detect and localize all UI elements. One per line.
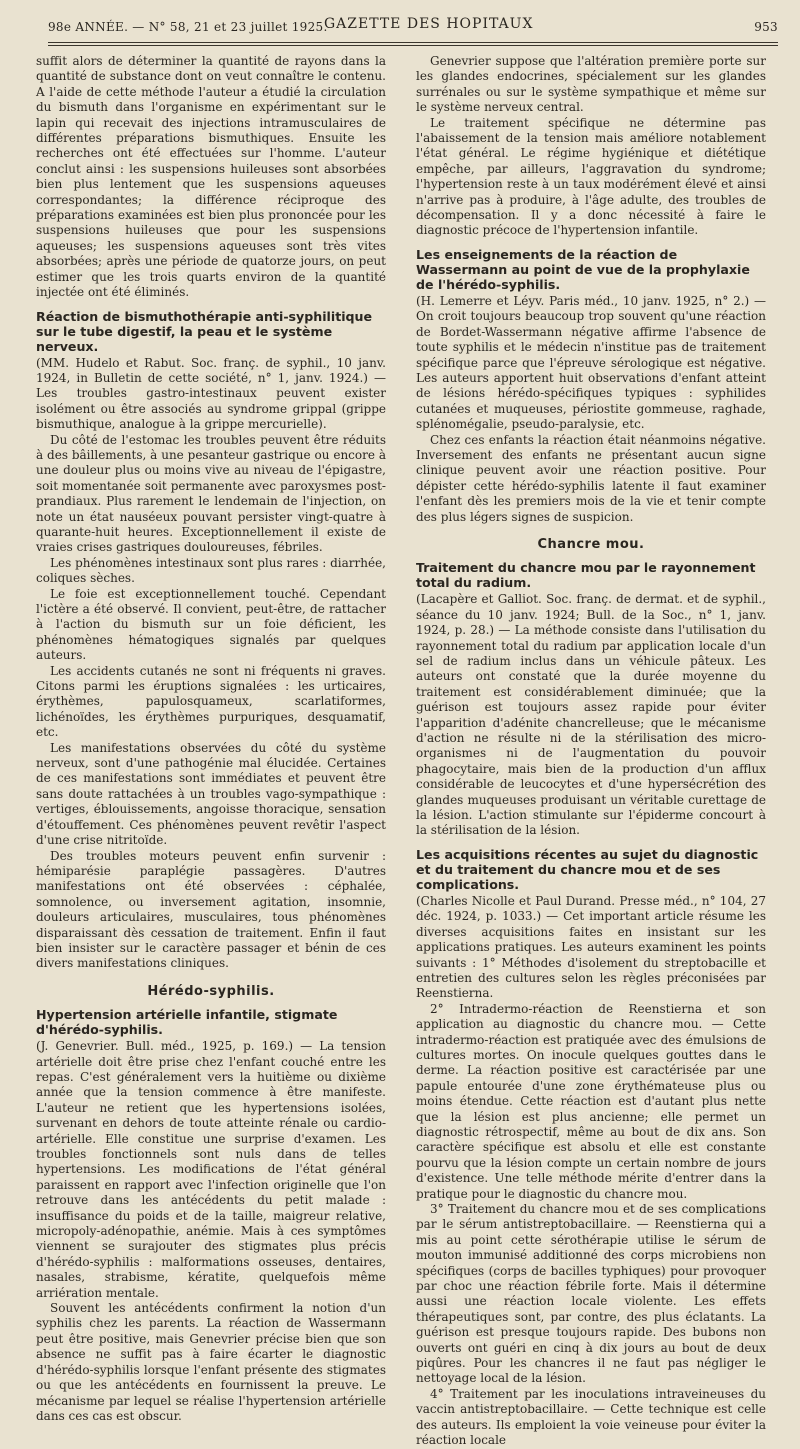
article-heading: Les enseignements de la réaction de Wassermann au point de vue de la prophylaxie de l'hérédo-syphilis. xyxy=(416,246,750,292)
page-number: 953 xyxy=(754,20,778,34)
header-rule-thin xyxy=(48,45,778,46)
paragraph: Les phénomènes intestinaux sont plus rares : diarrhée, coliques sèches. xyxy=(36,555,386,586)
paragraph: 4° Traitement par les inoculations intraveineuses du vaccin antistreptobacillaire. — Cette technique est celle des auteurs. Ils emploient la voie veineuse pour éviter la réaction locale xyxy=(416,1386,766,1448)
paragraph: suffit alors de déterminer la quantité de rayons dans la quantité de substance dont on veut connaître le contenu. A l'aide de cette méthode l'auteur a étudié la circulation du bismuth dans l'organisme en expérimentant sur le lapin qui recevait des injections intramusculaires de différentes préparations bismuthiques. Ensuite les recherches ont été effectuées sur l'homme. L'auteur conclut ainsi : les suspensions huileuses sont absorbées bien plus lentement que les suspensions aqueuses correspondantes; la différence réciproque des préparations examinées est bien plus prononcée pour les suspensions huileuses que pour les suspensions aqueuses; les suspensions aqueuses sont très vites absorbées; après une période de quatorze jours, on peut estimer que les trois quarts environ de la quantité injectée ont été éliminés. xyxy=(36,54,386,300)
issue-info: 98e ANNÉE. — N° 58, 21 et 23 juillet 1925. xyxy=(48,20,328,34)
paragraph: (MM. Hudelo et Rabut. Soc. franç. de syphil., 10 janv. 1924, in Bulletin de cette société, n° 1, janv. 1924.) — Les troubles gastro-intestinaux peuvent exister isolément ou être associés au syndrome grippal (grippe bismuthique, analogue à la grippe mercurielle). xyxy=(36,355,386,432)
paragraph: Chez ces enfants la réaction était néanmoins négative. Inversement des enfants ne présentant aucun signe clinique peuvent avoir une réaction positive. Pour dépister cette hérédo-syphilis latente il faut examiner l'enfant dès les premiers mois de la vie et tenir compte des plus légers signes de suspicion. xyxy=(416,432,766,524)
paragraph: Le foie est exceptionnellement touché. Cependant l'ictère a été observé. Il convient, peut-être, de rattacher à l'action du bismuth sur un foie déficient, les phénomènes hématogiques signalés par quelques auteurs. xyxy=(36,586,386,663)
header-rule xyxy=(48,42,778,43)
paragraph: Les manifestations observées du côté du système nerveux, sont d'une pathogénie mal élucidée. Certaines de ces manifestations sont immédiates et peuvent être sans doute rattachées à un troubles vago-sympathique : vertiges, éblouissements, angoisse thoracique, sensation d'étouffement. Ces phénomènes peuvent revêtir l'aspect d'une crise nitritoïde. xyxy=(36,740,386,848)
left-column xyxy=(36,54,386,1423)
paragraph: (J. Genevrier. Bull. méd., 1925, p. 169.) — La tension artérielle doit être prise chez l'enfant couché entre les repas. C'est généralement vers la huitième ou dixième année que la tension commence à être manifeste. L'auteur ne retient que les hypertensions isolées, survenant en dehors de toute atteinte rénale ou cardio-artérielle. Elle constitue une surprise d'examen. Les troubles fonctionnels sont nuls dans de telles hypertensions. Les modifications de l'état général paraissent en rapport avec l'infection originelle que l'on retrouve dans les antécédents du petit malade : insuffisance du poids et de la taille, maigreur relative, micropoly-adénopathie, anémie. Mais à ces symptômes viennent se surajouter des stigmates plus précis d'hérédo-syphilis : malformations osseuses, dentaires, nasales, strabisme, kératite, quelquefois même arriération mentale. xyxy=(36,1039,386,1300)
page-header xyxy=(48,16,778,40)
paragraph: Genevrier suppose que l'altération première porte sur les glandes endocrines, spécialement sur les glandes surrénales ou sur le système sympathique et même sur le système nerveux central. xyxy=(416,54,766,115)
paragraph: (Lacapère et Galliot. Soc. franç. de dermat. et de syphil., séance du 10 janv. 1924; Bull. de la Soc., n° 1, janv. 1924, p. 28.) — La méthode consiste dans l'utilisation du rayonnement total du radium par application locale d'un sel de radium inclus dans un véhicule pâteux. Les auteurs ont constaté que la durée moyenne du traitement est considérablement diminuée; que la guérison est toujours assez rapide pour éviter l'apparition d'adénite chancrelleuse; que le mécanisme d'action ne résulte ni de la stérilisation des micro-organismes ni de l'augmentation du pouvoir phagocytaire, mais bien de la production d'un afflux considérable de leucocytes et d'une hypersécrétion des glandes muqueuses produisant un véritable curettage de la lésion. L'action stimulante sur l'épiderme concourt à la stérilisation de la lésion. xyxy=(416,592,766,838)
article-heading: Traitement du chancre mou par le rayonnement total du radium. xyxy=(416,560,756,591)
paragraph: Du côté de l'estomac les troubles peuvent être réduits à des bâillements, à une pesanteur gastrique ou encore à une douleur plus ou moins vive au niveau de l'épigastre, soit momentanée soit permanente avec paroxysmes post-prandiaux. Plus rarement le lendemain de l'injection, on note un état nauséeux pouvant persister vingt-quatre à quarante-huit heures. Exceptionnellement il existe de vraies crises gastriques douloureuses, fébriles. xyxy=(36,432,386,555)
section-heading: Hérédo-syphilis. xyxy=(147,983,275,999)
section-heading: Chancre mou. xyxy=(537,536,645,552)
article-heading: Réaction de bismuthothérapie anti-syphilitique sur le tube digestif, la peau et le système nerveux. xyxy=(36,308,373,354)
journal-title: GAZETTE DES HOPITAUX xyxy=(324,16,534,32)
paragraph: Des troubles moteurs peuvent enfin survenir : hémiparésie paraplégie passagères. D'autres manifestations ont été observées : céphalée, somnolence, ou inversement agitation, insomnie, douleurs articulaires, musculaires, tous phénomènes disparaissant dès cessation de traitement. Enfin il faut bien insister sur le caractère passager et bénin de ces divers manifestations cliniques. xyxy=(36,848,386,971)
paragraph: (H. Lemerre et Léyv. Paris méd., 10 janv. 1925, n° 2.) — On croit toujours beaucoup trop souvent qu'une réaction de Bordet-Wassermann négative affirme l'absence de toute syphilis et le médecin n'institue pas de traitement spécifique parce que l'épreuve sérologique est négative. Les auteurs apportent huit observations d'enfant atteint de lésions hérédo-spécifiques typiques : syphilides cutanées et muqueuses, périostite gommeuse, raghade, splénomégalie, pseudo-paralysie, etc. xyxy=(416,293,766,432)
right-column xyxy=(416,54,766,1448)
article-heading: Les acquisitions récentes au sujet du diagnostic et du traitement du chancre mou et de ses complications. xyxy=(416,846,759,892)
paragraph: (Charles Nicolle et Paul Durand. Presse méd., n° 104, 27 déc. 1924, p. 1033.) — Cet important article résume les diverses acquisitions faites en insistant sur les applications pratiques. Les auteurs examinent les points suivants : 1° Méthodes d'isolement du streptobacille et entretien des cultures selon les règles préconisées par Reenstierna. xyxy=(416,893,766,1001)
paragraph: Le traitement spécifique ne détermine pas l'abaissement de la tension mais améliore notablement l'état général. Le régime hygiénique et diététique empêche, par ailleurs, l'aggravation du syndrome; l'hypertension reste à un taux modérément élevé et ainsi n'arrive pas à produire, à l'âge adulte, des troubles de décompensation. Il y a donc nécessité à faire le diagnostic précoce de l'hypertension infantile. xyxy=(416,115,766,238)
paragraph: 2° Intradermo-réaction de Reenstierna et son application au diagnostic du chancre mou. — Cette intradermo-réaction est pratiquée avec des émulsions de cultures mortes. On inocule quelques gouttes dans le derme. La réaction positive est caractérisée par une papule entourée d'une zone érythémateuse plus ou moins étendue. Cette réaction est d'autant plus nette que la lésion est plus ancienne; elle permet un diagnostic rétrospectif, même au bout de dix ans. Son caractère spécifique est absolu et elle est constante pourvu que la lésion compte un certain nombre de jours d'existence. Une telle méthode mérite d'entrer dans la pratique pour le diagnostic du chancre mou. xyxy=(416,1001,766,1201)
article-heading: Hypertension artérielle infantile, stigmate d'hérédo-syphilis. xyxy=(36,1007,338,1038)
paragraph: Souvent les antécédents confirment la notion d'un syphilis chez les parents. La réaction de Wassermann peut être positive, mais Genevrier précise bien que son absence ne suffit pas à faire écarter le diagnostic d'hérédo-syphilis lorsque l'enfant présente des stigmates ou que les antécédents en fournissent la preuve. Le mécanisme par lequel se réalise l'hypertension artérielle dans ces cas est obscur. xyxy=(36,1301,386,1423)
paragraph: 3° Traitement du chancre mou et de ses complications par le sérum antistreptobacillaire. — Reenstierna qui a mis au point cette sérothérapie utilise le sérum de mouton immunisé additionné des corps microbiens non spécifiques (corps de bacilles typhiques) pour provoquer par choc une réaction fébrile forte. Mais il détermine aussi une réaction locale violente. Les effets thérapeutiques sont, par contre, des plus éclatants. La guérison est presque toujours rapide. Des bubons non ouverts ont guéri en cinq à dix jours au bout de deux piqûres. Pour les chancres il ne faut pas négliger le nettoyage local de la lésion. xyxy=(416,1202,766,1386)
paragraph: Les accidents cutanés ne sont ni fréquents ni graves. Citons parmi les éruptions signalées : les urticaires, érythèmes, papulosquameux, scarlatiformes, lichénoïdes, les érythèmes purpuriques, desquamatif, etc. xyxy=(36,663,386,740)
